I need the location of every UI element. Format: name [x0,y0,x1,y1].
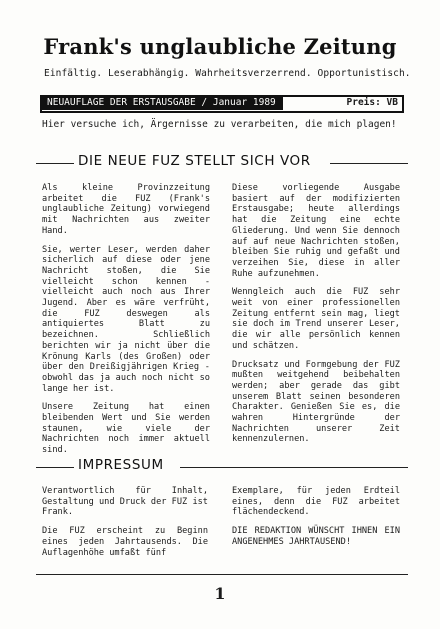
impressum-left-column [42,486,208,566]
bottom-rule [36,574,408,575]
paragraph: Die FUZ erscheint zu Beginn eines jeden Jahrtausends. Die Auflagenhöhe umfaßt fünf [42,526,208,558]
paragraph: Exemplare, für jeden Erdteil eines, denn die FUZ arbeitet flächendeckend. [232,486,400,518]
paragraph: Diese vorliegende Ausgabe basiert auf der modifizierten Erstausgabe; heute allerdings hat die Zeitung eine echte Gliederung. Und wenn Sie dennoch auf auf neue Nachrichten stoßen, bleiben Sie ruhig und gefaßt und verzeihen Sie, diese in aller Ruhe aufzunehmen. [232,183,400,279]
section-rule-right [330,163,408,164]
section-title-impressum: IMPRESSUM [78,457,164,473]
tagline: Einfältig. Leserabhängig. Wahrheitsverzerrend. Opportunistisch. [44,68,411,79]
intro-right-column [232,183,400,453]
price-label: Preis: VB [346,97,398,108]
edition-banner [40,95,404,113]
paragraph: Als kleine Provinzzeitung arbeitet die FUZ (Frank's unglaubliche Zeitung) vorwiegend mit Nachrichten aus zweiter Hand. [42,183,210,236]
intro-left-column [42,183,210,464]
paragraph: Wenngleich auch die FUZ sehr weit von einer professionellen Zeitung entfernt sein mag, liegt sie doch im Trend unserer Leser, die wir alle persönlich kennen und schätzen. [232,287,400,351]
section-rule-right [180,467,408,468]
section-rule-left [36,467,74,468]
closing-greeting: DIE REDAKTION WÜNSCHT IHNEN EIN ANGENEHMES JAHRTAUSEND! [232,526,400,547]
paragraph: Verantwortlich für Inhalt, Gestaltung und Druck der FUZ ist Frank. [42,486,208,518]
edition-label: NEUAUFLAGE DER ERSTAUSGABE / Januar 1989 [41,96,283,110]
section-title-intro: DIE NEUE FUZ STELLT SICH VOR [78,153,311,169]
subline: Hier versuche ich, Ärgernisse zu verarbeiten, die mich plagen! [42,119,397,130]
paragraph: Drucksatz und Formgebung der FUZ mußten weitgehend beibehalten werden; aber gerade das gibt unserem Blatt seinen besonderen Charakter. Genießen Sie es, die wahren Hintergründe der Nachrichten unserer Zeit kennenzulernen. [232,359,400,445]
impressum-right-column [232,486,400,556]
section-rule-left [36,163,74,164]
paragraph: Sie, werter Leser, werden daher sicherlich auf diese oder jene Nachricht stoßen, die Sie vielleicht schon kennen - vielleicht auch noch aus Ihrer Jugend. Aber es wäre verfrüht, die FUZ deswegen als antiquiertes Blatt zu bezeichnen. Schließlich berichten wir ja nicht über die Krönung Karls (des Großen) oder über den Dreißigjährigen Krieg - obwohl das ja auch noch nicht so lange her ist. [42,244,210,394]
paragraph: Unsere Zeitung hat einen bleibenden Wert und Sie werden staunen, wie viele der Nachrichten noch immer aktuell sind. [42,402,210,456]
masthead-title: Frank's unglaubliche Zeitung [43,34,397,59]
page-number: 1 [214,584,226,603]
